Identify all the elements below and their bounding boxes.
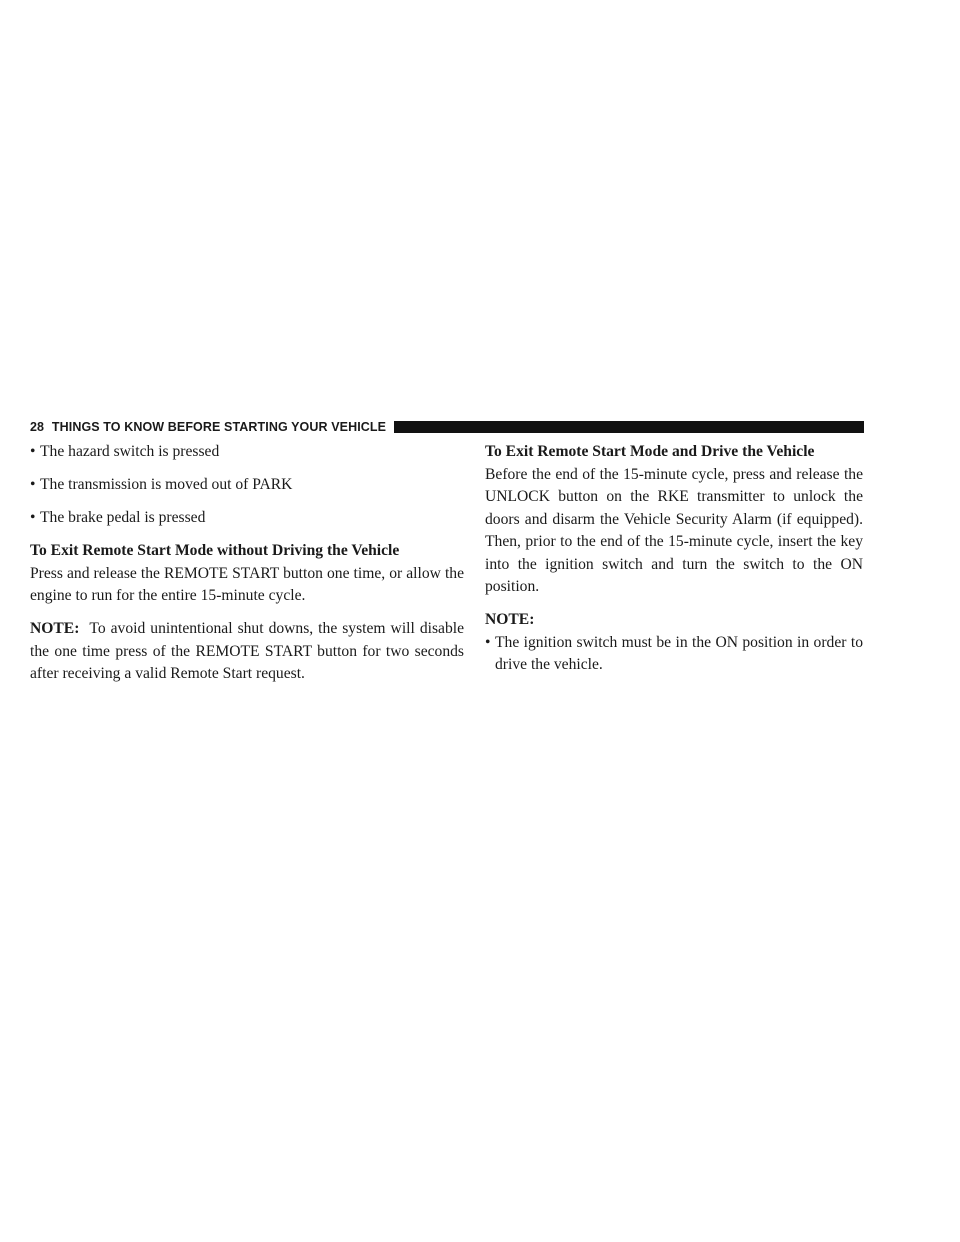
right-column <box>485 441 863 677</box>
bullet-icon: • <box>30 443 36 460</box>
bullet-text: The transmission is moved out of PARK <box>40 476 293 493</box>
bullet-icon: • <box>30 509 36 526</box>
bullet-text: The brake pedal is pressed <box>40 509 206 526</box>
list-item <box>30 474 464 497</box>
note-label: NOTE: <box>485 611 535 628</box>
list-item <box>485 632 863 677</box>
bullet-icon: • <box>485 633 491 651</box>
page-number: 28 <box>30 420 44 434</box>
note-label: NOTE: <box>30 620 80 637</box>
body-paragraph: Before the end of the 15-minute cycle, press and release the UNLOCK button on the RKE transmitter to unlock the doors and disarm the Vehicle Security Alarm (if equipped). Then, prior to the end of the 15-minute cycle, insert the key into the ignition switch and turn the switch to the ON position. <box>485 465 863 595</box>
list-item <box>30 507 464 530</box>
list-item <box>30 441 464 464</box>
subsection-heading: To Exit Remote Start Mode without Driving the Vehicle <box>30 542 400 559</box>
bullet-text: The ignition switch must be in the ON position in order to drive the vehicle. <box>495 633 863 673</box>
body-paragraph: Press and release the REMOTE START button one time, or allow the engine to run for the entire 15-minute cycle. <box>30 564 464 604</box>
subsection-heading: To Exit Remote Start Mode and Drive the Vehicle <box>485 443 815 460</box>
left-column <box>30 441 464 696</box>
page-header <box>30 418 864 436</box>
bullet-text: The hazard switch is pressed <box>40 443 220 460</box>
section-title: THINGS TO KNOW BEFORE STARTING YOUR VEHICLE <box>51 420 387 434</box>
header-bar <box>394 421 864 433</box>
note-paragraph <box>30 618 464 686</box>
bullet-icon: • <box>30 476 36 493</box>
note-text: To avoid unintentional shut downs, the system will disable the one time press of the REMOTE START button for two seconds after receiving a valid Remote Start request. <box>30 620 464 682</box>
